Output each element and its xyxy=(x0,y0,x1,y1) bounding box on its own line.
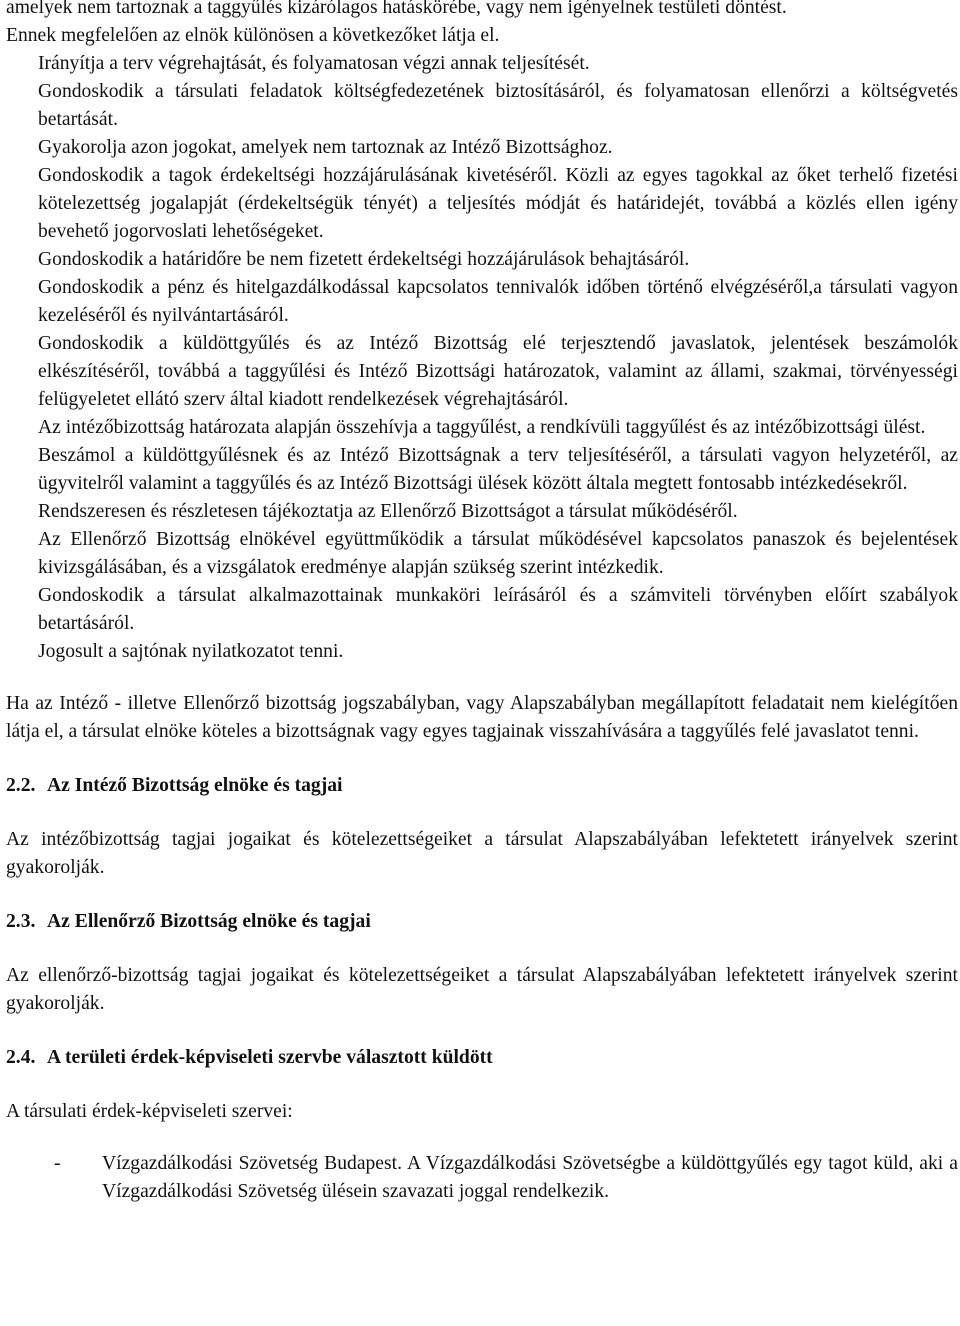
duty-item: Gondoskodik a társulat alkalmazottainak munkaköri leírásáról és a számviteli törvényben előírt szabályok betartásáról. xyxy=(38,585,958,634)
section-title: Az Ellenőrző Bizottság elnöke és tagjai xyxy=(47,911,371,932)
section-body-2-2: Az intézőbizottság tagjai jogaikat és kötelezettségeiket a társulat Alapszabályában lefektetett irányelvek szerint gyakorolják. xyxy=(6,829,958,878)
intro-line-2: Ennek megfelelően az elnök különösen a következőket látja el. xyxy=(6,25,500,46)
section-heading-2-2 xyxy=(6,772,958,800)
duty-item: Gyakorolja azon jogokat, amelyek nem tartoznak az Intéző Bizottsághoz. xyxy=(38,137,613,158)
duty-item: Jogosult a sajtónak nyilatkozatot tenni. xyxy=(38,641,344,662)
section-heading-2-4 xyxy=(6,1044,958,1072)
section-heading-2-3 xyxy=(6,908,958,936)
intro-line-1: amelyek nem tartoznak a taggyűlés kizárólagos hatáskörébe, vagy nem igényelnek testületi döntést. xyxy=(6,0,787,18)
list-item xyxy=(6,1150,958,1206)
duty-item: Gondoskodik a határidőre be nem fizetett érdekeltségi hozzájárulások behajtásáról. xyxy=(38,249,690,270)
closing-paragraph: Ha az Intéző - illetve Ellenőrző bizottság jogszabályban, vagy Alapszabályban megállapított feladatait nem kielégítően látja el, a társulat elnöke köteles a bizottságnak vagy egyes tagjainak visszahívására a taggyűlés felé javaslatot tenni. xyxy=(6,693,958,742)
duty-item: Gondoskodik a társulati feladatok költségfedezetének biztosításáról, és folyamatosan ellenőrzi a költségvetés betartását. xyxy=(38,81,958,130)
section-body-2-4: A társulati érdek-képviseleti szervei: xyxy=(6,1101,293,1122)
section-title: Az Intéző Bizottság elnöke és tagjai xyxy=(47,775,343,796)
list-item-text: Vízgazdálkodási Szövetség Budapest. A Vízgazdálkodási Szövetségbe a küldöttgyűlés egy tagot küld, aki a Vízgazdálkodási Szövetség ülésein szavazati joggal rendelkezik. xyxy=(102,1153,958,1202)
chairman-duties-list xyxy=(6,50,958,666)
section-number: 2.2. xyxy=(6,775,36,796)
duty-item: Rendszeresen és részletesen tájékoztatja az Ellenőrző Bizottságot a társulat működéséről. xyxy=(38,501,738,522)
section-body-2-3: Az ellenőrző-bizottság tagjai jogaikat és kötelezettségeiket a társulat Alapszabályában lefektetett irányelvek szerint gyakorolják. xyxy=(6,965,958,1014)
duty-item: Az intézőbizottság határozata alapján összehívja a taggyűlést, a rendkívüli taggyűlést és az intézőbizottsági ülést. xyxy=(38,417,926,438)
duty-item: Gondoskodik a küldöttgyűlés és az Intéző Bizottság elé terjesztendő javaslatok, jelentések beszámolók elkészítéséről, továbbá a taggyűlési és Intéző Bizottsági határozatok, valamint az állami, szakmai, törvényességi felügyeletet ellátó szerv által kiadott rendelkezések végrehajtásáról. xyxy=(38,333,958,410)
document-page xyxy=(6,0,958,1206)
section-title: A területi érdek-képviseleti szervbe választott küldött xyxy=(47,1047,493,1068)
duty-item: Gondoskodik a pénz és hitelgazdálkodással kapcsolatos tennivalók időben történő elvégzéséről,a társulati vagyon kezeléséről és nyilvántartásáról. xyxy=(38,277,958,326)
duty-item: Beszámol a küldöttgyűlésnek és az Intéző Bizottságnak a terv teljesítéséről, a társulati vagyon helyzetéről, az ügyvitelről valamint a taggyűlés és az Intéző Bizottsági ülések között általa megtett fontosabb intézkedésekről. xyxy=(38,445,958,494)
duty-item: Az Ellenőrző Bizottság elnökével együttműködik a társulat működésével kapcsolatos panaszok és bejelentések kivizsgálásában, és a vizsgálatok eredménye alapján szükség szerint intézkedik. xyxy=(38,529,958,578)
list-dash: - xyxy=(54,1153,61,1174)
section-number: 2.3. xyxy=(6,911,36,932)
section-number: 2.4. xyxy=(6,1047,36,1068)
duty-item: Irányítja a terv végrehajtását, és folyamatosan végzi annak teljesítését. xyxy=(38,53,590,74)
duty-item: Gondoskodik a tagok érdekeltségi hozzájárulásának kivetéséről. Közli az egyes tagokkal az őket terhelő fizetési kötelezettség jogalapját (érdekeltségük tényét) a teljesítés módját és határidejét, továbbá a közlés ellen igény bevehető jogorvoslati lehetőségeket. xyxy=(38,165,958,242)
